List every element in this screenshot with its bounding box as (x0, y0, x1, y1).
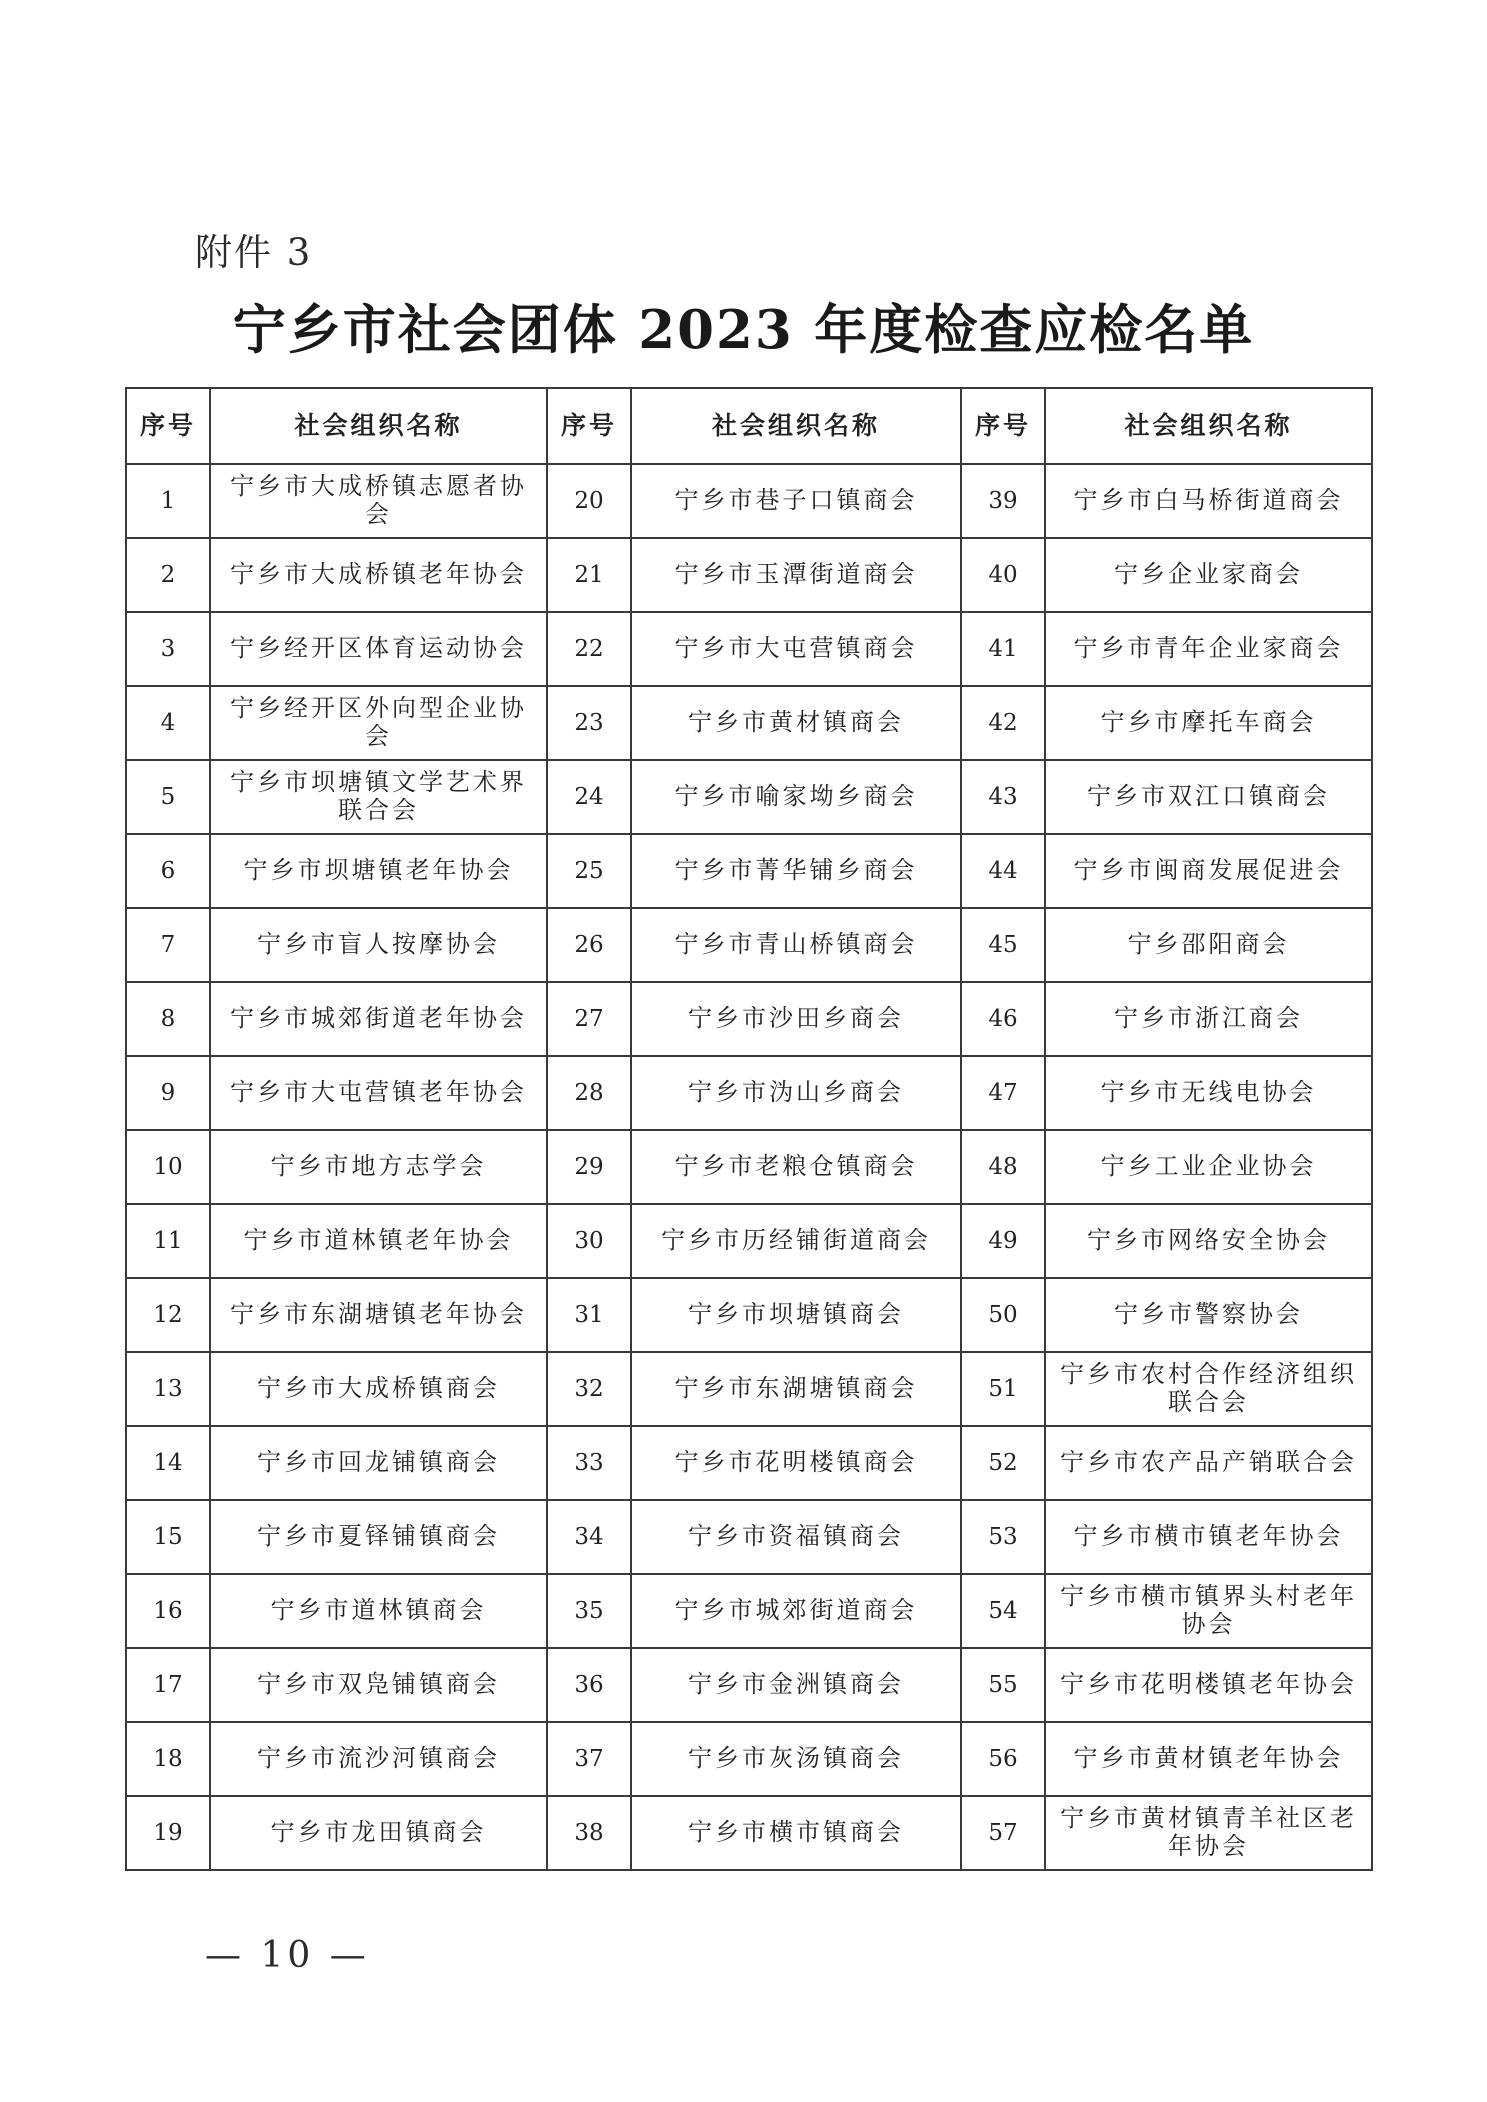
organization-name-cell: 宁乡市巷子口镇商会 (631, 464, 961, 538)
serial-number-cell: 45 (961, 908, 1045, 982)
serial-number-cell: 24 (547, 760, 631, 834)
serial-number-cell: 32 (547, 1352, 631, 1426)
serial-number-cell: 55 (961, 1648, 1045, 1722)
serial-number-cell: 12 (126, 1278, 210, 1352)
organization-name-cell: 宁乡市青年企业家商会 (1045, 612, 1372, 686)
table-row (126, 1204, 1372, 1278)
header-cell: 社会组织名称 (631, 388, 961, 464)
serial-number-cell: 46 (961, 982, 1045, 1056)
serial-number-cell: 47 (961, 1056, 1045, 1130)
header-cell: 序号 (126, 388, 210, 464)
table-row (126, 1130, 1372, 1204)
roster-body (126, 464, 1372, 1870)
serial-number-cell: 22 (547, 612, 631, 686)
serial-number-cell: 25 (547, 834, 631, 908)
table-row (126, 464, 1372, 538)
serial-number-cell: 54 (961, 1574, 1045, 1648)
serial-number-cell: 9 (126, 1056, 210, 1130)
serial-number-cell: 23 (547, 686, 631, 760)
organization-name-cell: 宁乡市青山桥镇商会 (631, 908, 961, 982)
serial-number-cell: 36 (547, 1648, 631, 1722)
serial-number-cell: 38 (547, 1796, 631, 1870)
serial-number-cell: 20 (547, 464, 631, 538)
serial-number-cell: 51 (961, 1352, 1045, 1426)
organization-name-cell: 宁乡市双江口镇商会 (1045, 760, 1372, 834)
document-title: 宁乡市社会团体 2023 年度检查应检名单 (232, 299, 1255, 361)
serial-number-cell: 2 (126, 538, 210, 612)
organization-name-cell: 宁乡市沙田乡商会 (631, 982, 961, 1056)
organization-name-cell: 宁乡市金洲镇商会 (631, 1648, 961, 1722)
organization-name-cell: 宁乡市喻家坳乡商会 (631, 760, 961, 834)
table-row (126, 834, 1372, 908)
organization-name-cell: 宁乡市警察协会 (1045, 1278, 1372, 1352)
roster-table (125, 387, 1373, 1871)
organization-name-cell: 宁乡市双凫铺镇商会 (210, 1648, 547, 1722)
organization-name-cell: 宁乡邵阳商会 (1045, 908, 1372, 982)
organization-name-cell: 宁乡市黄材镇商会 (631, 686, 961, 760)
table-row (126, 760, 1372, 834)
serial-number-cell: 3 (126, 612, 210, 686)
organization-name-cell: 宁乡市黄材镇老年协会 (1045, 1722, 1372, 1796)
table-row (126, 1500, 1372, 1574)
serial-number-cell: 21 (547, 538, 631, 612)
serial-number-cell: 57 (961, 1796, 1045, 1870)
serial-number-cell: 42 (961, 686, 1045, 760)
organization-name-cell: 宁乡市沩山乡商会 (631, 1056, 961, 1130)
table-row (126, 1796, 1372, 1870)
serial-number-cell: 8 (126, 982, 210, 1056)
serial-number-cell: 26 (547, 908, 631, 982)
organization-name-cell: 宁乡市大成桥镇老年协会 (210, 538, 547, 612)
organization-name-cell: 宁乡市黄材镇青羊社区老年协会 (1045, 1796, 1372, 1870)
serial-number-cell: 15 (126, 1500, 210, 1574)
organization-name-cell: 宁乡经开区外向型企业协会 (210, 686, 547, 760)
serial-number-cell: 34 (547, 1500, 631, 1574)
table-row (126, 686, 1372, 760)
table-row (126, 1648, 1372, 1722)
serial-number-cell: 28 (547, 1056, 631, 1130)
serial-number-cell: 40 (961, 538, 1045, 612)
table-row (126, 538, 1372, 612)
header-cell: 社会组织名称 (1045, 388, 1372, 464)
organization-name-cell: 宁乡市坝塘镇商会 (631, 1278, 961, 1352)
organization-name-cell: 宁乡市夏铎铺镇商会 (210, 1500, 547, 1574)
table-row (126, 1574, 1372, 1648)
serial-number-cell: 18 (126, 1722, 210, 1796)
table-row (126, 1722, 1372, 1796)
organization-name-cell: 宁乡市老粮仓镇商会 (631, 1130, 961, 1204)
organization-name-cell: 宁乡市横市镇商会 (631, 1796, 961, 1870)
organization-name-cell: 宁乡市城郊街道商会 (631, 1574, 961, 1648)
organization-name-cell: 宁乡市大屯营镇老年协会 (210, 1056, 547, 1130)
organization-name-cell: 宁乡市盲人按摩协会 (210, 908, 547, 982)
serial-number-cell: 5 (126, 760, 210, 834)
organization-name-cell: 宁乡市农产品产销联合会 (1045, 1426, 1372, 1500)
organization-name-cell: 宁乡市闽商发展促进会 (1045, 834, 1372, 908)
table-row (126, 612, 1372, 686)
table-row (126, 908, 1372, 982)
serial-number-cell: 13 (126, 1352, 210, 1426)
serial-number-cell: 41 (961, 612, 1045, 686)
table-row (126, 1056, 1372, 1130)
serial-number-cell: 6 (126, 834, 210, 908)
organization-name-cell: 宁乡市大成桥镇商会 (210, 1352, 547, 1426)
table-row (126, 1352, 1372, 1426)
serial-number-cell: 49 (961, 1204, 1045, 1278)
organization-name-cell: 宁乡市东湖塘镇老年协会 (210, 1278, 547, 1352)
organization-name-cell: 宁乡市菁华铺乡商会 (631, 834, 961, 908)
organization-name-cell: 宁乡市历经铺街道商会 (631, 1204, 961, 1278)
organization-name-cell: 宁乡市横市镇界头村老年协会 (1045, 1574, 1372, 1648)
organization-name-cell: 宁乡经开区体育运动协会 (210, 612, 547, 686)
serial-number-cell: 16 (126, 1574, 210, 1648)
attachment-label: 附件 3 (195, 231, 313, 274)
organization-name-cell: 宁乡市横市镇老年协会 (1045, 1500, 1372, 1574)
organization-name-cell: 宁乡市灰汤镇商会 (631, 1722, 961, 1796)
organization-name-cell: 宁乡市玉潭街道商会 (631, 538, 961, 612)
serial-number-cell: 29 (547, 1130, 631, 1204)
serial-number-cell: 48 (961, 1130, 1045, 1204)
organization-name-cell: 宁乡市回龙铺镇商会 (210, 1426, 547, 1500)
header-cell: 序号 (961, 388, 1045, 464)
serial-number-cell: 19 (126, 1796, 210, 1870)
serial-number-cell: 56 (961, 1722, 1045, 1796)
organization-name-cell: 宁乡市农村合作经济组织联合会 (1045, 1352, 1372, 1426)
serial-number-cell: 37 (547, 1722, 631, 1796)
serial-number-cell: 1 (126, 464, 210, 538)
organization-name-cell: 宁乡市浙江商会 (1045, 982, 1372, 1056)
organization-name-cell: 宁乡市坝塘镇老年协会 (210, 834, 547, 908)
organization-name-cell: 宁乡市流沙河镇商会 (210, 1722, 547, 1796)
page-number: — 10 — (205, 1935, 370, 1976)
organization-name-cell: 宁乡市城郊街道老年协会 (210, 982, 547, 1056)
organization-name-cell: 宁乡市网络安全协会 (1045, 1204, 1372, 1278)
serial-number-cell: 44 (961, 834, 1045, 908)
organization-name-cell: 宁乡市道林镇老年协会 (210, 1204, 547, 1278)
organization-name-cell: 宁乡市坝塘镇文学艺术界联合会 (210, 760, 547, 834)
serial-number-cell: 4 (126, 686, 210, 760)
organization-name-cell: 宁乡市道林镇商会 (210, 1574, 547, 1648)
serial-number-cell: 10 (126, 1130, 210, 1204)
serial-number-cell: 50 (961, 1278, 1045, 1352)
header-cell: 序号 (547, 388, 631, 464)
serial-number-cell: 17 (126, 1648, 210, 1722)
serial-number-cell: 39 (961, 464, 1045, 538)
organization-name-cell: 宁乡市资福镇商会 (631, 1500, 961, 1574)
organization-name-cell: 宁乡市花明楼镇老年协会 (1045, 1648, 1372, 1722)
organization-name-cell: 宁乡工业企业协会 (1045, 1130, 1372, 1204)
table-row (126, 982, 1372, 1056)
organization-name-cell: 宁乡企业家商会 (1045, 538, 1372, 612)
serial-number-cell: 31 (547, 1278, 631, 1352)
serial-number-cell: 53 (961, 1500, 1045, 1574)
table-row (126, 1426, 1372, 1500)
organization-name-cell: 宁乡市大成桥镇志愿者协会 (210, 464, 547, 538)
organization-name-cell: 宁乡市龙田镇商会 (210, 1796, 547, 1870)
table-row (126, 1278, 1372, 1352)
organization-name-cell: 宁乡市无线电协会 (1045, 1056, 1372, 1130)
header-cell: 社会组织名称 (210, 388, 547, 464)
organization-name-cell: 宁乡市摩托车商会 (1045, 686, 1372, 760)
serial-number-cell: 27 (547, 982, 631, 1056)
organization-name-cell: 宁乡市大屯营镇商会 (631, 612, 961, 686)
serial-number-cell: 11 (126, 1204, 210, 1278)
table-header-row (126, 388, 1372, 464)
serial-number-cell: 14 (126, 1426, 210, 1500)
serial-number-cell: 7 (126, 908, 210, 982)
serial-number-cell: 43 (961, 760, 1045, 834)
organization-name-cell: 宁乡市花明楼镇商会 (631, 1426, 961, 1500)
organization-name-cell: 宁乡市东湖塘镇商会 (631, 1352, 961, 1426)
serial-number-cell: 33 (547, 1426, 631, 1500)
serial-number-cell: 52 (961, 1426, 1045, 1500)
serial-number-cell: 30 (547, 1204, 631, 1278)
organization-name-cell: 宁乡市地方志学会 (210, 1130, 547, 1204)
organization-name-cell: 宁乡市白马桥街道商会 (1045, 464, 1372, 538)
serial-number-cell: 35 (547, 1574, 631, 1648)
